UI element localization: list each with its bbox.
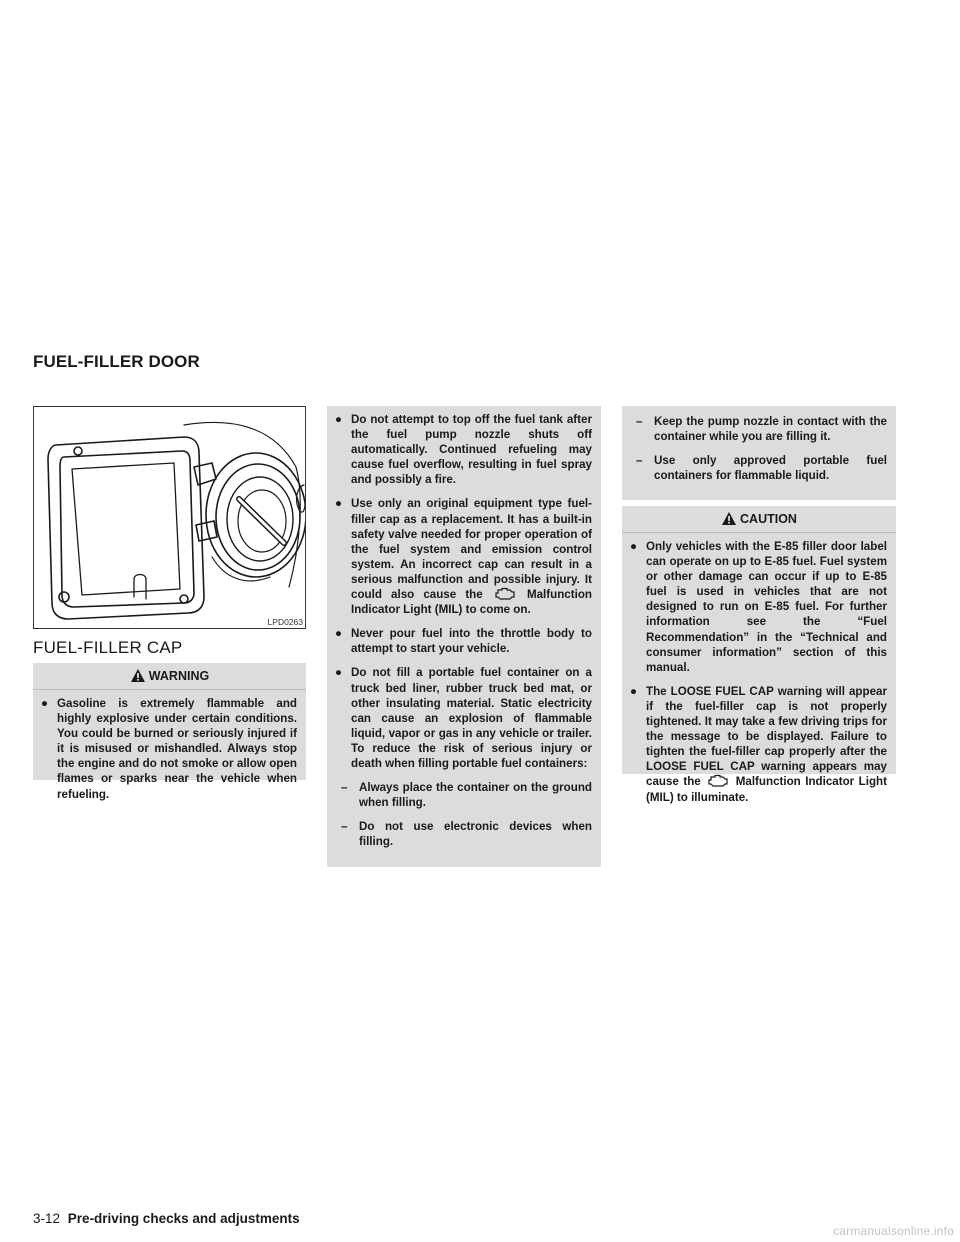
caution-bullet-1-text: Only vehicles with the E-85 filler door label can operate on up to E-85 fuel. Fuel system or other damage can occur if up to E-85 fuel is used in vehicles that are not designed to run on E-85 fuel. For further information see the “Fuel Recommendation” in the “Technical and consumer information” section of this manual.: [646, 540, 887, 674]
bullet-symbol: ●: [335, 666, 343, 680]
warning-dash-3: [630, 414, 887, 444]
warning-bullet-4: [335, 626, 592, 656]
warning-dash-3-text: Keep the pump nozzle in contact with the container while you are filling it.: [654, 415, 887, 444]
warning-bullet-5: [335, 665, 592, 771]
caution-bullet-2: [630, 684, 887, 805]
caution-bullet-2-text-after: Malfunction Indicator Light (MIL) to illuminate.: [646, 775, 887, 804]
caution-bullet-1: [630, 539, 887, 675]
dash-symbol: –: [636, 454, 643, 468]
warning-bullet-1-text: Gasoline is extremely flammable and highly explosive under certain conditions. You could be burned or seriously injured if it is misused or mishandled. Always stop the engine and do not smoke or allow open flames or sparks near the vehicle when refueling.: [57, 697, 297, 801]
caution-heading: [622, 506, 896, 533]
bullet-symbol: ●: [630, 540, 638, 553]
warning-dash-2-text: Do not use electronic devices when filling.: [359, 820, 592, 849]
warning-bullet-2: [335, 412, 592, 487]
subsection-title: FUEL-FILLER CAP: [33, 638, 183, 657]
bullet-symbol: ●: [41, 697, 49, 710]
dash-symbol: –: [341, 820, 348, 834]
caution-box: [622, 506, 896, 804]
warning-box-part-1: [33, 663, 306, 801]
chapter-title: Pre-driving checks and adjustments: [67, 1211, 300, 1226]
caution-heading-text: CAUTION: [740, 512, 797, 526]
section-title: FUEL-FILLER DOOR: [33, 352, 200, 371]
warning-bullet-1: [41, 696, 297, 802]
warning-dash-1-text: Always place the container on the ground when filling.: [359, 781, 592, 810]
dash-symbol: –: [341, 781, 348, 795]
page-footer: [33, 1211, 300, 1226]
dash-symbol: –: [636, 415, 643, 428]
warning-bullet-5-text: Do not fill a portable fuel container on a truck bed liner, rubber truck bed mat, or other insulating material. Static electricity can cause an explosion of flammable liquid, vapor or gas in any vehicle or trailer. To reduce the risk of serious injury or death when filling portable fuel containers:: [351, 666, 592, 770]
engine-mil-icon: [707, 774, 729, 787]
warning-heading-text: WARNING: [148, 669, 210, 683]
bullet-symbol: ●: [630, 684, 638, 698]
warning-triangle-icon: [130, 666, 146, 692]
fuel-filler-door-figure: [33, 406, 306, 629]
warning-dash-1: [335, 780, 592, 810]
bullet-symbol: ●: [335, 413, 343, 426]
warning-bullet-3: [335, 496, 592, 617]
warning-heading: [33, 663, 306, 690]
page-number: 3-12: [33, 1211, 61, 1226]
warning-dash-4-text: Use only approved portable fuel containers for flammable liquid.: [654, 454, 887, 483]
fuel-door-illustration-icon: [34, 407, 305, 628]
warning-box-part-2: [327, 406, 601, 867]
warning-dash-2: [335, 819, 592, 849]
warning-bullet-2-text: Do not attempt to top off the fuel tank after the fuel pump nozzle shuts off automatically. Continued refueling may cause fuel overflow, resulting in fuel spray and possibly a fire.: [351, 413, 592, 487]
engine-mil-icon: [494, 587, 516, 600]
warning-box-part-3: [622, 406, 896, 500]
watermark: carmanualsonline.info: [833, 1224, 954, 1238]
caution-bullet-2-text-before: The LOOSE FUEL CAP warning will appear if the fuel-filler cap is not properly tightened. It may take a few driving trips for the message to be displayed. Failure to tighten the fuel-filler cap properly after the LOOSE FUEL CAP warning appears may cause the: [646, 684, 887, 789]
bullet-symbol: ●: [335, 497, 343, 511]
figure-id: LPD0263: [267, 617, 303, 627]
warning-dash-4: [630, 453, 887, 483]
bullet-symbol: ●: [335, 627, 343, 641]
warning-bullet-3-text-after: Malfunction Indicator Light (MIL) to come on.: [351, 588, 592, 617]
warning-bullet-4-text: Never pour fuel into the throttle body to attempt to start your vehicle.: [351, 627, 592, 656]
caution-triangle-icon: [721, 509, 737, 535]
warning-bullet-3-text-before: Use only an original equipment type fuel-filler cap as a replacement. It has a built-in safety valve needed for proper operation of the fuel system and emission control system. An incorrect cap can result in a serious malfunction and possible injury. It could also cause the: [351, 497, 592, 602]
